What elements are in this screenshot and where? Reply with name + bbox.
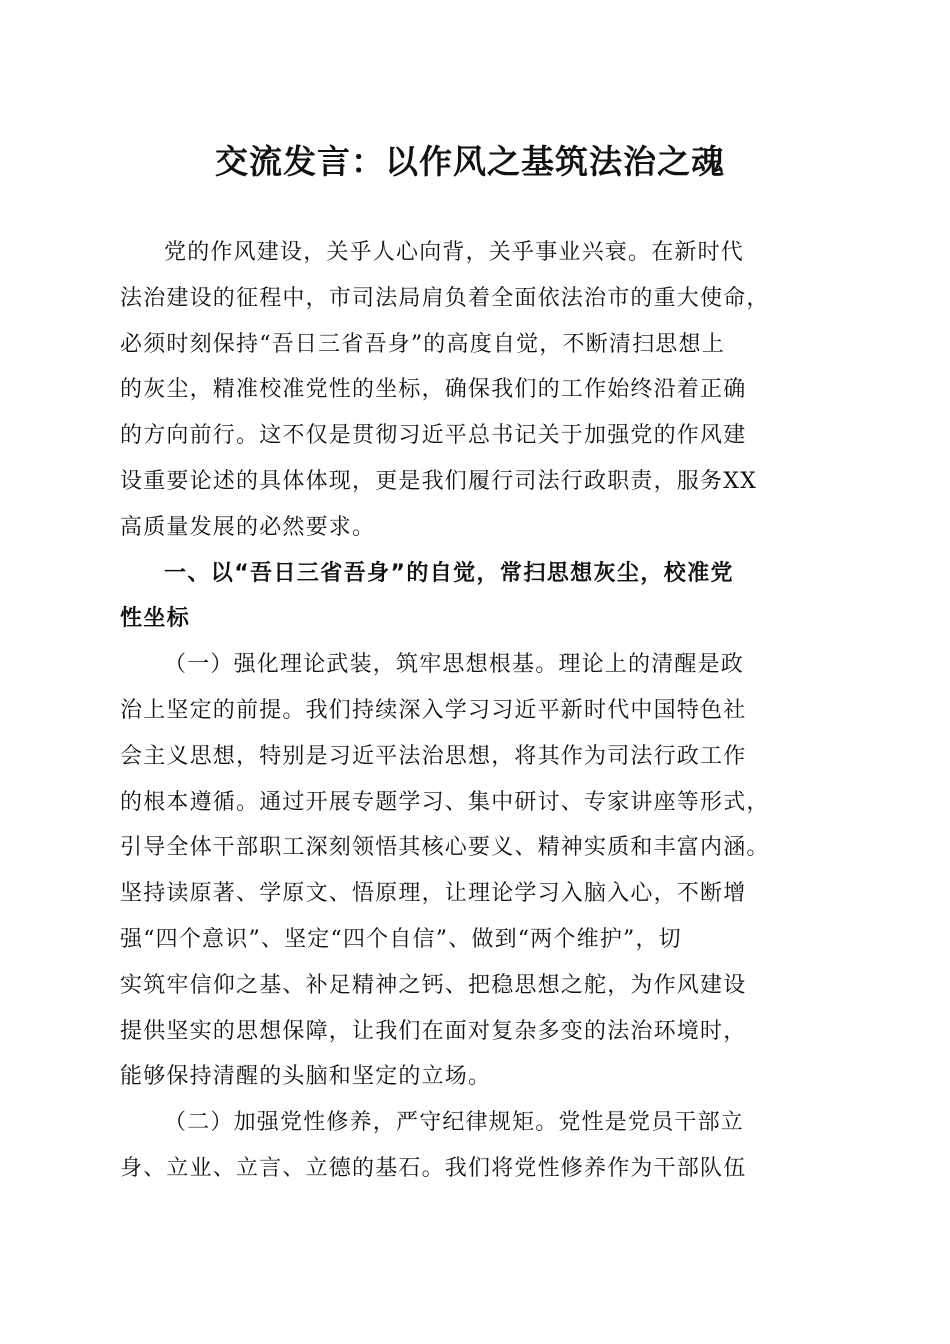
text-line: 的方向前行。这不仅是贯彻习近平总书记关于加强党的作风建: [120, 423, 747, 449]
text-line: 设重要论述的具体体现，更是我们履行司法行政职责，服务XX: [120, 468, 757, 494]
heading-line: 一、以“吾日三省吾身”的自觉，常扫思想灰尘，校准党: [164, 560, 734, 586]
heading-line: 性坐标: [120, 606, 191, 632]
text-line: 身、立业、立言、立德的基石。我们将党性修养作为干部队伍: [120, 1155, 747, 1181]
text-line: 会主义思想，特别是习近平法治思想，将其作为司法行政工作: [120, 743, 747, 769]
text-line: 党的作风建设，关乎人心向背，关乎事业兴衰。在新时代: [164, 240, 745, 265]
text-line: 坚持读原著、学原文、悟原理，让理论学习入脑入心，不断增: [120, 881, 747, 907]
text-line: 能够保持清醒的头脑和坚定的立场。: [120, 1064, 492, 1090]
text-line: （一）强化理论武装，筑牢思想根基。理论上的清醒是政: [164, 652, 745, 678]
intro-paragraph: [120, 230, 835, 551]
text-line: 的灰尘，精准校准党性的坐标，确保我们的工作始终沿着正确: [120, 377, 747, 403]
subsection-paragraph-2: [120, 1100, 835, 1192]
section-heading-1: [120, 551, 835, 643]
text-line: 的根本遵循。通过开展专题学习、集中研讨、专家讲座等形式，: [120, 789, 770, 815]
text-line: 强“四个意识”、坚定“四个自信”、做到“两个维护”，切: [120, 926, 682, 952]
text-line: 必须时刻保持“吾日三省吾身”的高度自觉，不断清扫思想上: [120, 331, 725, 357]
document-body: [120, 230, 835, 1192]
text-line: （二）加强党性修养，严守纪律规矩。党性是党员干部立: [164, 1110, 745, 1136]
text-line: 提供坚实的思想保障，让我们在面对复杂多变的法治环境时，: [120, 1018, 747, 1044]
text-line: 治上坚定的前提。我们持续深入学习习近平新时代中国特色社: [120, 697, 747, 723]
document-title: 交流发言：以作风之基筑法治之魂: [215, 142, 725, 181]
text-line: 引导全体干部职工深刻领悟其核心要义、精神实质和丰富内涵。: [120, 835, 770, 861]
text-line: 高质量发展的必然要求。: [120, 514, 376, 540]
subsection-paragraph-1: [120, 642, 835, 1100]
text-line: 法治建设的征程中，市司法局肩负着全面依法治市的重大使命，: [120, 285, 770, 311]
text-line: 实筑牢信仰之基、补足精神之钙、把稳思想之舵，为作风建设: [120, 972, 747, 998]
